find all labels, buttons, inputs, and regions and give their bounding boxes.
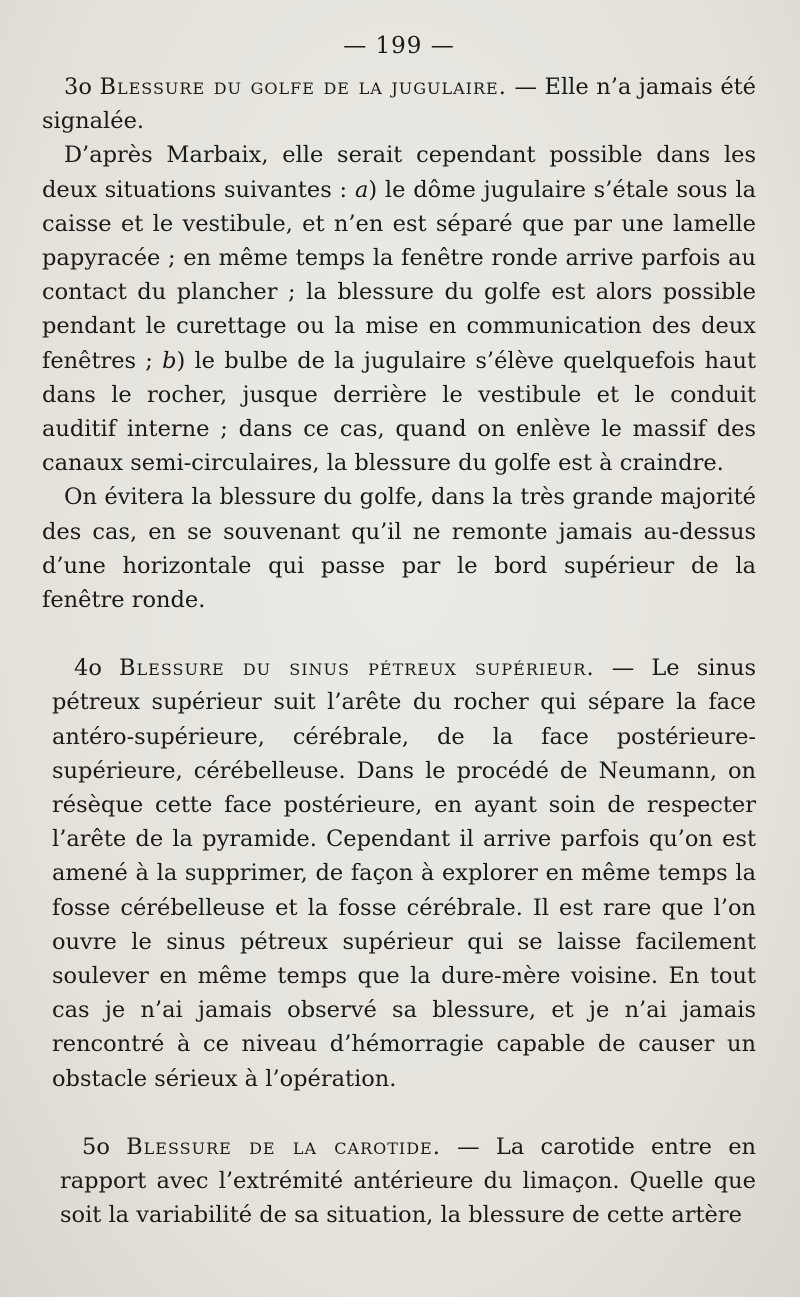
- section-5-number: 5o: [82, 1133, 110, 1160]
- marbaix-label-b: b: [162, 347, 177, 374]
- section-4-paragraph: [42, 651, 756, 1096]
- section-4-title: Blessure du sinus pétreux supérieur.: [119, 655, 595, 682]
- section-4-number: 4o: [74, 655, 102, 682]
- marbaix-intro: D’après Marbaix, elle serait cependant possible dans les deux situations suivantes :: [42, 142, 756, 203]
- marbaix-case-a: ) le dôme jugulaire s’étale sous la caisse et le vestibule, et n’en est séparé que par une lamelle papyracée ; en même temps la fenêtre ronde arrive parfois au contact du plancher ; la blessure du golfe est alors possible pendant le curettage ou la mise en communication des deux fenêtres ;: [42, 176, 756, 374]
- section-5-text: — La carotide entre en rapport avec l’extrémité antérieure du limaçon. Quelle que soit la variabilité de sa situation, la blessure de cette artère: [60, 1133, 757, 1229]
- section-5-paragraph: [42, 1130, 756, 1233]
- eviter-paragraph: On évitera la blessure du golfe, dans la très grande majorité des cas, en se souvenant qu’il ne remonte jamais au-dessus d’une horizontale qui passe par le bord supérieur de la fenêtre ronde.: [42, 484, 756, 614]
- section-5-title: Blessure de la carotide.: [126, 1133, 441, 1160]
- marbaix-paragraph: [42, 138, 756, 480]
- page-number: — 199 —: [343, 33, 455, 59]
- body-text: [42, 70, 756, 1233]
- section-3-lead: — Elle n’a jamais été signalée.: [42, 74, 756, 135]
- marbaix-case-b: ) le bulbe de la jugulaire s’élève quelquefois haut dans le rocher, jusque derrière le vestibule et le conduit auditif interne ; dans ce cas, quand on enlève le massif des canaux semi-circulaires, la blessure du golfe est à craindre.: [42, 347, 756, 477]
- marbaix-label-a: a: [354, 176, 369, 203]
- section-3-paragraph: [42, 70, 756, 138]
- section-4-text: — Le sinus pétreux supérieur suit l’arête du rocher qui sépare la face antéro-supérieure, cérébrale, de la face postérieure-supérieure, cérébelleuse. Dans le procédé de Neumann, on résèque cette face postérieure, en ayant soin de respecter l’arête de la pyramide. Cependant il arrive parfois qu’on est amené à la supprimer, de façon à explorer en même temps la fosse cérébelleuse et la fosse cérébrale. Il est rare que l’on ouvre le sinus pétreux supérieur qui se laisse facilement soulever en même temps que la dure-mère voisine. En tout cas je n’ai jamais observé sa blessure, et je n’ai jamais rencontré à ce niveau d’hémorragie capable de causer un obstacle sérieux à l’opération.: [52, 655, 757, 1092]
- section-3-title: Blessure du golfe de la jugulaire.: [99, 74, 507, 100]
- section-3-number: 3o: [64, 74, 92, 100]
